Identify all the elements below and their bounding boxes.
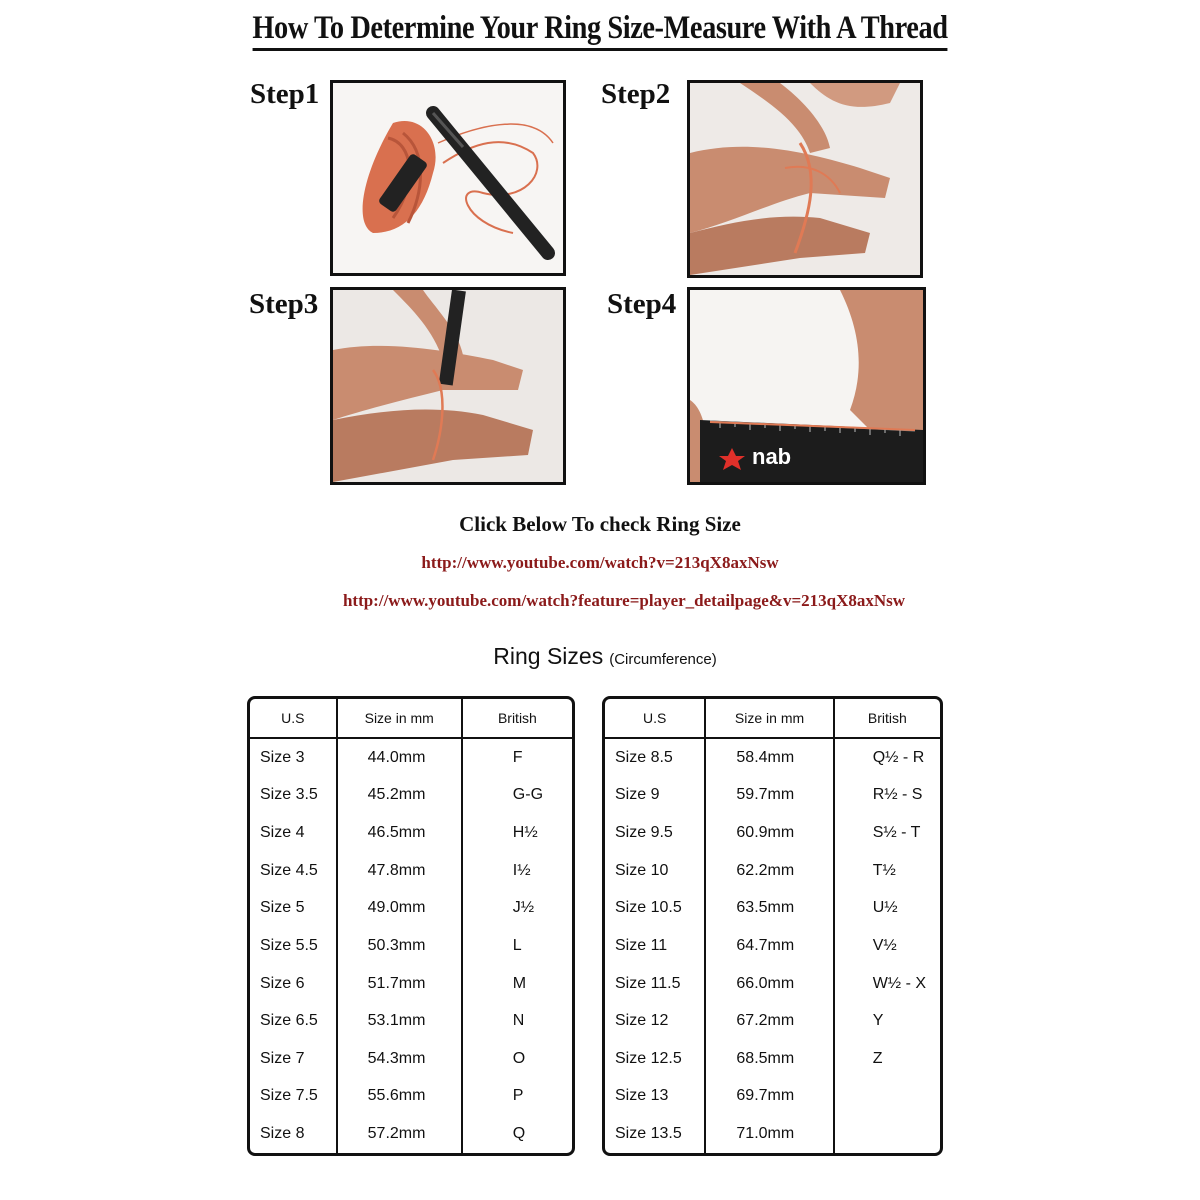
mm-size-cell: 44.0mm <box>338 739 463 777</box>
table-row <box>250 965 572 1003</box>
us-size-cell: Size 8 <box>250 1115 338 1153</box>
table-row <box>250 890 572 928</box>
british-size-cell: G-G <box>512 786 544 804</box>
british-size-cell: J½ <box>512 899 535 917</box>
mm-size-cell: 57.2mm <box>338 1115 463 1153</box>
british-size-cell <box>835 1115 940 1153</box>
us-size-cell: Size 9.5 <box>605 814 706 852</box>
us-size-cell: Size 5 <box>250 890 338 928</box>
wrapping-thread-illustration <box>690 83 920 275</box>
step1-photo <box>330 80 566 276</box>
mm-size-cell: 53.1mm <box>338 1002 463 1040</box>
british-size-cell: R½ - S <box>872 786 923 804</box>
mm-size-cell: 47.8mm <box>338 852 463 890</box>
mm-size-cell: 55.6mm <box>338 1078 463 1116</box>
british-size-cell: I½ <box>512 861 531 879</box>
col-header-us: U.S <box>250 699 338 739</box>
step4-photo <box>687 287 926 485</box>
mm-size-cell: 62.2mm <box>706 852 834 890</box>
mm-size-cell: 51.7mm <box>338 965 463 1003</box>
ring-sizes-title: Ring Sizes <box>493 643 604 669</box>
mm-size-cell: 49.0mm <box>338 890 463 928</box>
table-row <box>250 927 572 965</box>
us-size-cell: Size 4 <box>250 814 338 852</box>
ruler-measure-illustration <box>690 290 923 482</box>
us-size-cell: Size 13 <box>605 1078 706 1116</box>
us-size-cell: Size 5.5 <box>250 927 338 965</box>
us-size-cell: Size 6.5 <box>250 1002 338 1040</box>
ring-size-table-right <box>602 696 943 1156</box>
british-size-cell: O <box>512 1049 526 1067</box>
table-row <box>250 777 572 815</box>
table-row <box>605 739 940 777</box>
us-size-cell: Size 13.5 <box>605 1115 706 1153</box>
ring-sizes-subtitle: (Circumference) <box>609 651 717 668</box>
us-size-cell: Size 12 <box>605 1002 706 1040</box>
mm-size-cell: 66.0mm <box>706 965 834 1003</box>
ruler-brand-label: nab <box>752 444 792 469</box>
us-size-cell: Size 3 <box>250 739 338 777</box>
us-size-cell: Size 7.5 <box>250 1078 338 1116</box>
table-row <box>605 890 940 928</box>
british-size-cell: M <box>512 974 527 992</box>
table-row <box>250 1078 572 1116</box>
mm-size-cell: 64.7mm <box>706 927 834 965</box>
table-row <box>605 1002 940 1040</box>
british-size-cell: T½ <box>872 861 896 879</box>
us-size-cell: Size 9 <box>605 777 706 815</box>
step2-label: Step2 <box>601 78 671 110</box>
british-size-cell <box>835 1078 940 1116</box>
table-row <box>605 814 940 852</box>
british-size-cell: S½ - T <box>872 824 921 842</box>
british-size-cell: H½ <box>512 824 538 842</box>
col-header-mm: Size in mm <box>338 699 463 739</box>
table-row <box>605 927 940 965</box>
british-size-cell: W½ - X <box>872 974 927 992</box>
mm-size-cell: 68.5mm <box>706 1040 834 1078</box>
page-title-text: How To Determine Your Ring Size-Measure With A Thread <box>252 10 947 51</box>
us-size-cell: Size 4.5 <box>250 852 338 890</box>
mm-size-cell: 67.2mm <box>706 1002 834 1040</box>
step4-label: Step4 <box>607 288 677 320</box>
us-size-cell: Size 11 <box>605 927 706 965</box>
col-header-us: U.S <box>605 699 706 739</box>
table-row <box>605 965 940 1003</box>
mm-size-cell: 54.3mm <box>338 1040 463 1078</box>
table-row <box>605 852 940 890</box>
us-size-cell: Size 8.5 <box>605 739 706 777</box>
step2-photo <box>687 80 923 278</box>
us-size-cell: Size 11.5 <box>605 965 706 1003</box>
mm-size-cell: 46.5mm <box>338 814 463 852</box>
british-size-cell: Q½ - R <box>872 748 925 766</box>
col-header-british: British <box>463 699 572 739</box>
british-size-cell: F <box>512 748 523 766</box>
us-size-cell: Size 10 <box>605 852 706 890</box>
table-row <box>605 777 940 815</box>
table-row <box>250 814 572 852</box>
table-row <box>250 852 572 890</box>
mm-size-cell: 71.0mm <box>706 1115 834 1153</box>
british-size-cell: Q <box>512 1125 526 1143</box>
mm-size-cell: 58.4mm <box>706 739 834 777</box>
british-size-cell: N <box>512 1012 525 1030</box>
mm-size-cell: 50.3mm <box>338 927 463 965</box>
youtube-link-2[interactable]: http://www.youtube.com/watch?feature=player_detailpage&v=213qX8axNsw <box>342 591 906 610</box>
table-row <box>250 1002 572 1040</box>
table-row <box>250 1040 572 1078</box>
us-size-cell: Size 7 <box>250 1040 338 1078</box>
page-title <box>84 10 1116 47</box>
british-size-cell: P <box>512 1087 524 1105</box>
mm-size-cell: 60.9mm <box>706 814 834 852</box>
ring-sizes-heading <box>0 643 1200 670</box>
mm-size-cell: 69.7mm <box>706 1078 834 1116</box>
table-row <box>605 1115 940 1153</box>
mm-size-cell: 63.5mm <box>706 890 834 928</box>
youtube-link-1[interactable]: http://www.youtube.com/watch?v=213qX8axNsw <box>421 553 779 572</box>
table-row <box>250 1115 572 1153</box>
col-header-british: British <box>835 699 940 739</box>
ring-size-table-left <box>247 696 575 1156</box>
table-row <box>605 1078 940 1116</box>
col-header-mm: Size in mm <box>706 699 834 739</box>
us-size-cell: Size 12.5 <box>605 1040 706 1078</box>
table-row <box>250 739 572 777</box>
step3-photo <box>330 287 566 485</box>
table-row <box>605 1040 940 1078</box>
mm-size-cell: 59.7mm <box>706 777 834 815</box>
british-size-cell: Y <box>872 1012 884 1030</box>
marking-thread-illustration <box>333 290 563 482</box>
british-size-cell: Z <box>872 1049 883 1067</box>
us-size-cell: Size 3.5 <box>250 777 338 815</box>
thread-and-pen-illustration <box>333 83 563 273</box>
step1-label: Step1 <box>250 78 320 110</box>
step3-label: Step3 <box>249 288 319 320</box>
us-size-cell: Size 10.5 <box>605 890 706 928</box>
british-size-cell: V½ <box>872 936 897 954</box>
click-below-note: Click Below To check Ring Size <box>459 512 741 536</box>
british-size-cell: U½ <box>872 899 898 917</box>
us-size-cell: Size 6 <box>250 965 338 1003</box>
mm-size-cell: 45.2mm <box>338 777 463 815</box>
british-size-cell: L <box>512 936 522 954</box>
